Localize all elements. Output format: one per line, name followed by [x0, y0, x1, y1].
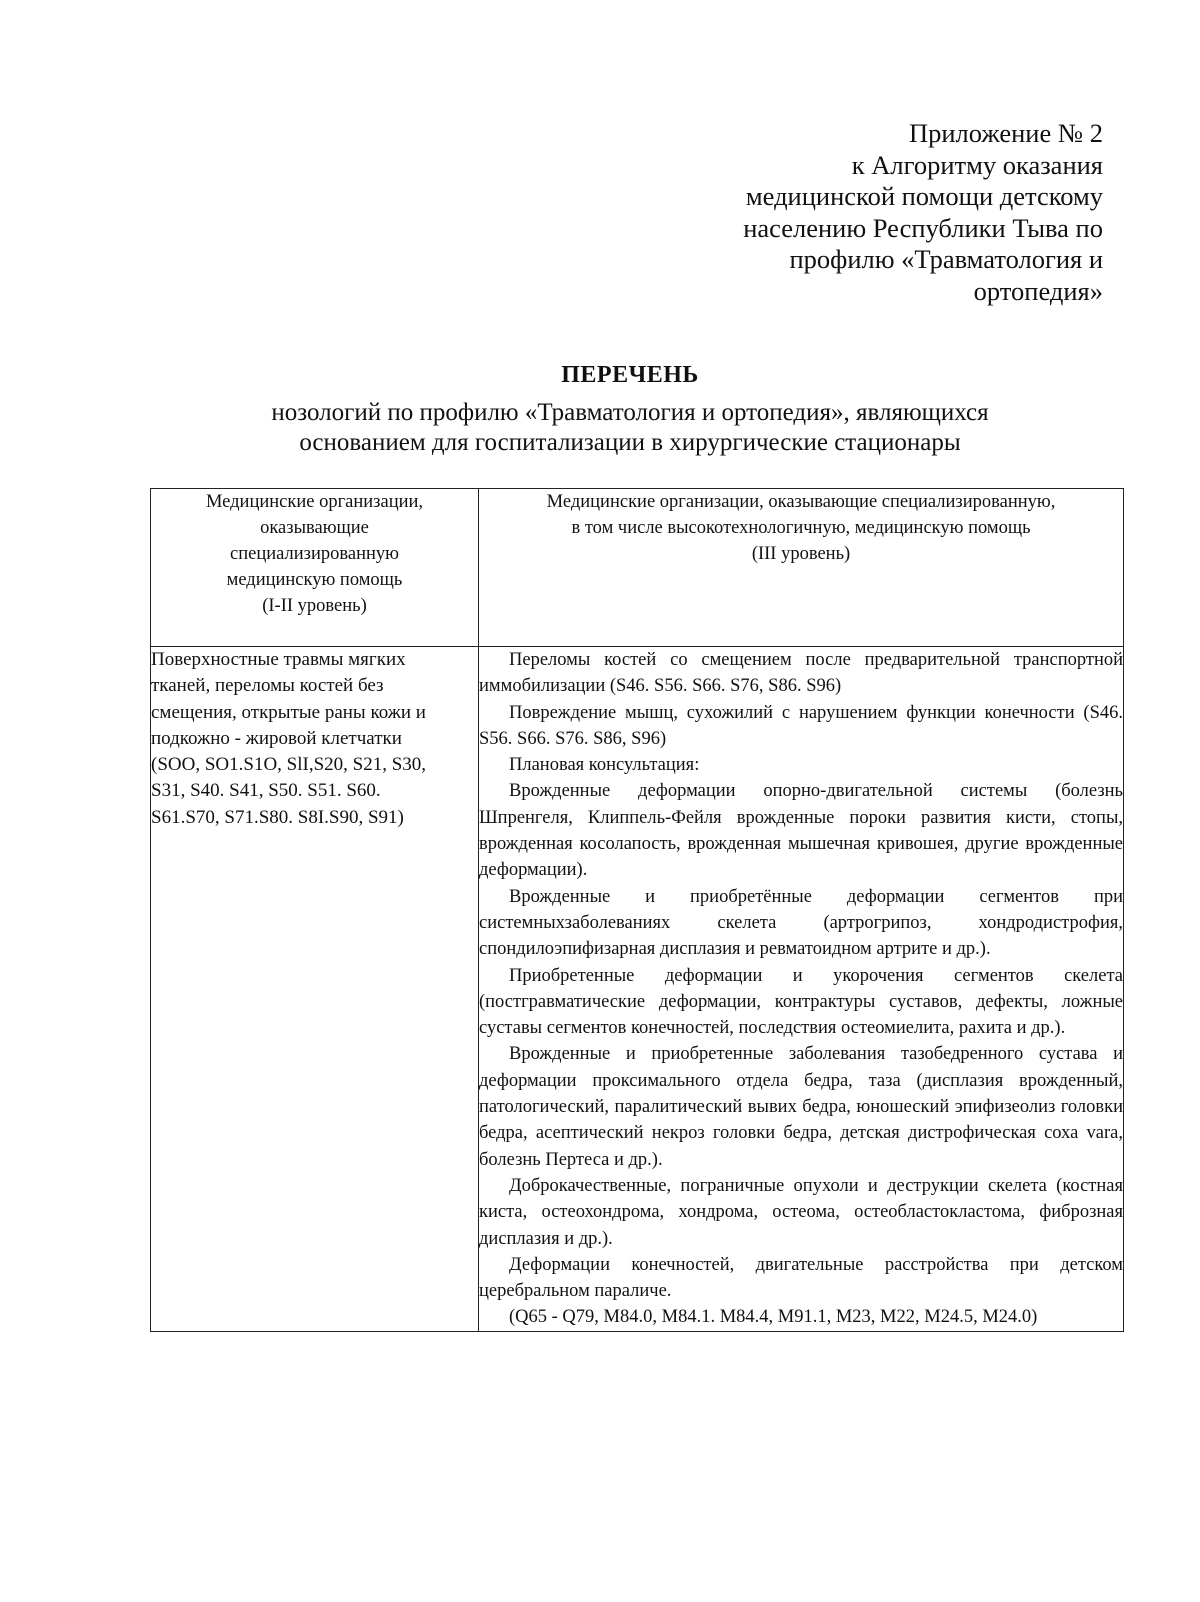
cell-line: подкожно - жировой клетчатки [151, 727, 402, 749]
cell-line: Поверхностные травмы мягких [151, 649, 406, 670]
table-row [151, 647, 1124, 1332]
header-line: специализированную [230, 544, 399, 564]
annex-line: к Алгоритму оказания [851, 149, 1103, 180]
header-line: Медицинские организации, оказывающие специализированную, [546, 492, 1056, 512]
annex-line: ортопедия» [973, 275, 1103, 306]
nosology-paragraph: Приобретенные деформации и укорочения сегментов скелета (постгравматические деформации, контрактуры суставов, дефекты, ложные суставы сегментов конечностей, последствия остеомиелита, рахита и др.). [479, 965, 1123, 1039]
nosology-paragraph: Плановая консультация: [509, 755, 700, 776]
icd-codes-paragraph: (Q65 - Q79, M84.0, M84.1. M84.4, M91.1, M23, M22, M24.5, M24.0) [509, 1307, 1038, 1328]
subtitle-line: нозологий по профилю «Травматология и ортопедия», являющихся [271, 399, 989, 426]
header-cell-level-1-2 [151, 489, 479, 647]
header-line: медицинскую помощь [226, 570, 403, 590]
cell-line: тканей, переломы костей без [151, 675, 384, 697]
table-header-row [151, 489, 1124, 647]
nosology-paragraph: Врожденные и приобретенные заболевания тазобедренного сустава и деформации проксимального отдела бедра, таза (дисплазия врожденный, патологический, паралитический вывих бедра, юношеский эпифизеолиз головки бедра, асептический некроз головки бедра, детская дистрофическая соха vara, болезнь Пертеса и др.). [479, 1044, 1123, 1170]
header-line: (III уровень) [751, 544, 851, 564]
header-line: Медицинские организации, [205, 492, 424, 512]
annex-line: населению Республики Тыва по [743, 212, 1103, 243]
cell-line: (SOO, SO1.S1O, SlI,S20, S21, S30, [151, 754, 427, 776]
level-1-2-nosologies [151, 647, 479, 1332]
annex-line: профилю «Травматология и [789, 244, 1103, 274]
annex-line: медицинской помощи детскому [745, 181, 1103, 211]
cell-line: S61.S70, S71.S80. S8I.S90, S91) [151, 806, 404, 828]
annex-line: Приложение № 2 [908, 118, 1103, 148]
annex-header [743, 118, 1103, 307]
nosology-paragraph: Врожденные деформации опорно-двигательной системы (болезнь Шпренгеля, Клиппель-Фейля врожденные пороки развития кисти, стопы, врожденная косолапость, врожденная мышечная кривошея, другие врожденные деформации). [479, 781, 1123, 881]
subtitle-line: основанием для госпитализации в хирургические стационары [299, 429, 961, 456]
cell-line: S31, S40. S41, S50. S51. S60. [151, 780, 381, 802]
document-title: ПЕРЕЧЕНЬ [561, 362, 699, 388]
nosology-paragraph: Деформации конечностей, двигательные расстройства при детском церебральном параличе. [479, 1254, 1123, 1302]
nosology-paragraph: Врожденные и приобретённые деформации сегментов при системныхзаболеваниях скелета (артрогрипоз, хондродистрофия, спондилоэпифизарная дисплазия и ревматоидном артрите и др.). [479, 886, 1123, 960]
nosology-paragraph: Переломы костей со смещением после предварительной транспортной иммобилизации (S46. S56. S66. S76, S86. S96) [479, 650, 1123, 697]
header-line: (I-II уровень) [262, 596, 367, 616]
level-3-nosologies [479, 647, 1124, 1332]
header-line: оказывающие [260, 518, 369, 538]
nosology-table [150, 488, 1124, 1332]
header-cell-level-3 [479, 489, 1124, 647]
header-line: в том числе высокотехнологичную, медицинскую помощь [571, 518, 1031, 538]
nosology-paragraph: Доброкачественные, пограничные опухоли и деструкции скелета (костная киста, остеохондрома, хондрома, остеома, остеобластокластома, фиброзная дисплазия и др.). [479, 1175, 1123, 1249]
document-title-block [0, 360, 1200, 458]
document-subtitle [0, 398, 1200, 458]
cell-line: смещения, открытые раны кожи и [151, 701, 426, 723]
nosology-paragraph: Повреждение мышц, сухожилий с нарушением функции конечности (S46. S56. S66. S76. S86, S96) [479, 702, 1123, 749]
